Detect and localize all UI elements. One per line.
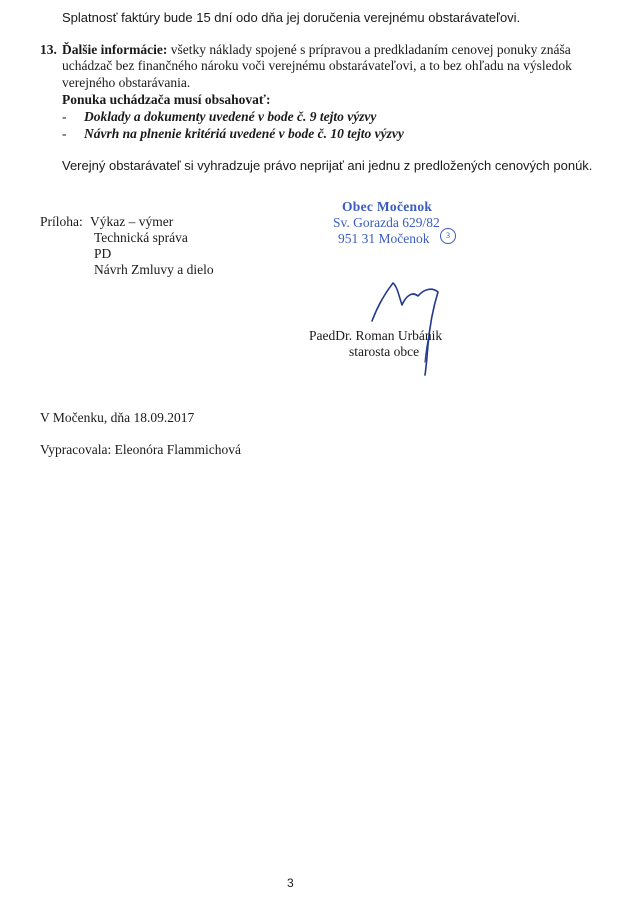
signatory-name: PaedDr. Roman Urbánik	[309, 328, 443, 343]
prepared-by: Vypracovala: Eleonóra Flammichová	[40, 442, 241, 457]
place-date: V Močenku, dňa 18.09.2017	[40, 410, 195, 425]
attachments-label: Príloha:	[40, 214, 83, 229]
offer-requirements-heading: Ponuka uchádzača musí obsahovať:	[62, 92, 271, 107]
bullet-dash-2: -	[62, 126, 67, 141]
stamp-city: 951 31 Močenok	[338, 231, 430, 246]
attachment-item: Technická správa	[94, 230, 188, 245]
stamp-title: Obec Močenok	[342, 199, 433, 214]
attachment-item: PD	[94, 246, 112, 261]
reservation-statement: Verejný obstarávateľ si vyhradzuje právo neprijať ani jednu z predložených cenových ponúk.	[62, 158, 593, 173]
payment-terms-line: Splatnosť faktúry bude 15 dní odo dňa jej doručenia verejnému obstarávateľovi.	[62, 10, 521, 25]
stamp-seal-number: 3	[446, 231, 450, 240]
page-number: 3	[287, 876, 294, 890]
attachment-item: Výkaz – výmer	[90, 214, 174, 229]
bullet-item-1: Doklady a dokumenty uvedené v bode č. 9 tejto výzvy	[84, 109, 377, 124]
section-text-1: všetky náklady spojené s prípravou a predkladaním cenovej ponuky znáša	[167, 42, 571, 57]
bullet-dash-1: -	[62, 109, 67, 124]
section-text-3: verejného obstarávania.	[62, 75, 191, 90]
section-text-2: uchádzač bez finančného nároku voči verejnému obstarávateľovi, a to bez ohľadu na výsledok	[62, 58, 572, 73]
stamp-street: Sv. Gorazda 629/82	[333, 215, 440, 230]
section-number: 13.	[40, 42, 57, 57]
bullet-item-2: Návrh na plnenie kritériá uvedené v bode č. 10 tejto výzvy	[84, 126, 404, 141]
attachment-item: Návrh Zmluvy a dielo	[94, 262, 214, 277]
section-heading: Ďalšie informácie:	[62, 42, 168, 57]
signatory-role: starosta obce	[349, 344, 420, 359]
